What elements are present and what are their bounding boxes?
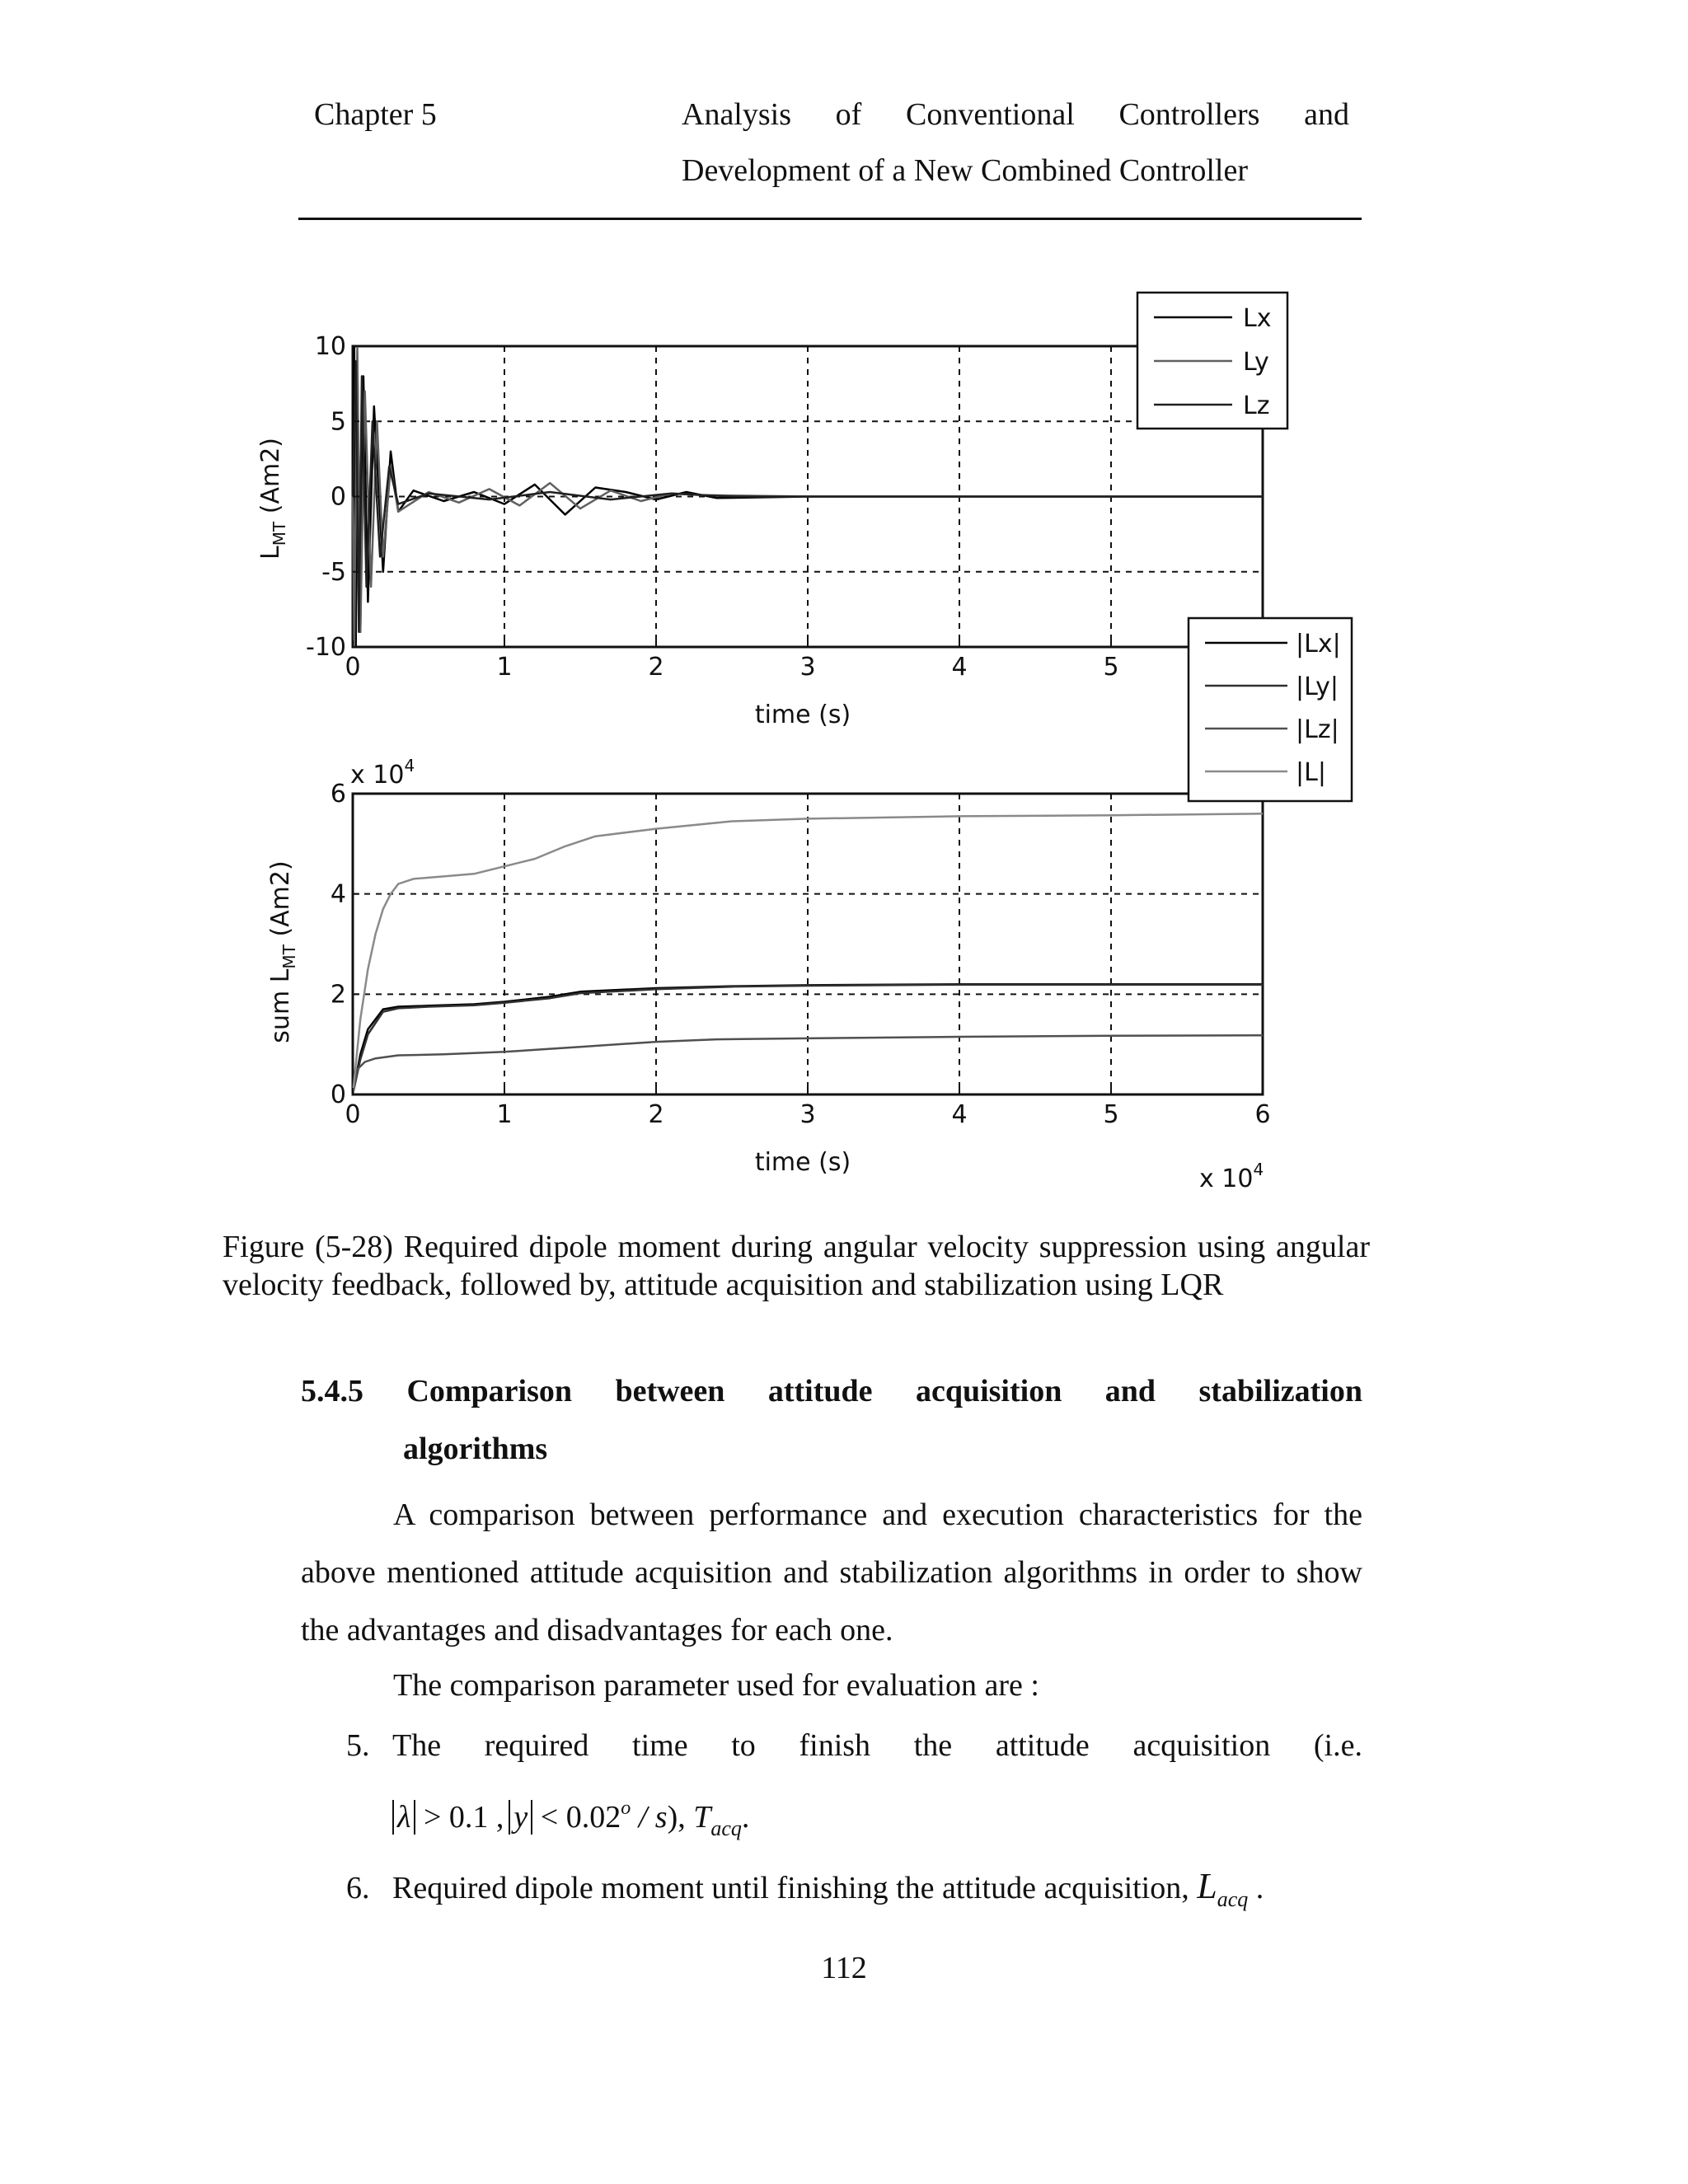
tick-label-x: 5 (1103, 1100, 1119, 1129)
tick-label-x: 3 (799, 1100, 816, 1129)
paragraph: A comparison between performance and execution characteristics for the above mentioned attitude acquisition and stabilization algorithms in order to show the advantages and disadvantages for each one. (301, 1497, 1362, 1647)
section-word: acquisition (915, 1374, 1062, 1408)
tick-label-y: 2 (330, 980, 346, 1010)
list-word: finish (799, 1728, 871, 1763)
header-word: Conventional (906, 97, 1075, 132)
list-text: Required dipole moment until finishing the attitude acquisition, (392, 1871, 1198, 1905)
chart-bottom-xlabel: time (s) (754, 1148, 851, 1177)
header-word: Analysis (682, 97, 791, 132)
list-word: (i.e. (1313, 1728, 1362, 1763)
header-title-line1 (682, 99, 1349, 130)
legend-label: |L| (1296, 758, 1326, 787)
section-title-line2: algorithms (403, 1432, 548, 1466)
chart-bottom-x-multiplier: x $10^4$ (1199, 1160, 1264, 1193)
chart-bottom-legend (1189, 618, 1352, 801)
tick-label-x: 5 (1103, 653, 1119, 682)
header-word: Controllers (1118, 97, 1260, 132)
paragraph: The comparison parameter used for evaluation are : (393, 1668, 1039, 1703)
list-number: 5. (346, 1728, 370, 1763)
legend-label: |Ly| (1296, 673, 1339, 701)
symbol-y: y (513, 1800, 528, 1835)
figure-plots (223, 284, 1376, 1199)
list-number: 6. (346, 1871, 370, 1905)
tick-label-y: -10 (306, 633, 346, 662)
page-number: 112 (821, 1951, 867, 1985)
tick-label-y: 0 (330, 482, 346, 512)
figure-caption: Figure (5-28) Required dipole moment during angular velocity suppression using angular velocity feedback, followed by, attitude acquisition and stabilization using LQR (223, 1230, 1370, 1302)
list-word: required (484, 1728, 589, 1763)
section-word: Comparison (406, 1374, 573, 1408)
chart-top-xlabel: time (s) (754, 701, 851, 729)
list-word: time (632, 1728, 688, 1763)
header-word: and (1304, 97, 1349, 132)
tick-label-y: 10 (314, 332, 346, 361)
tick-label-y: 6 (330, 780, 346, 808)
list-item-line1 (346, 1727, 1362, 1765)
tick-label-x: 0 (345, 653, 361, 682)
degree-superscript: o (621, 1797, 631, 1819)
tick-label-x: 3 (799, 653, 816, 682)
symbol-lambda: λ (397, 1800, 411, 1835)
tick-label-x: 6 (1254, 1100, 1271, 1129)
tick-label-y: 0 (330, 1080, 346, 1109)
legend-label: |Lx| (1296, 630, 1341, 658)
chart-top (256, 293, 1287, 729)
header-word: of (835, 97, 862, 132)
condition-text: / s (631, 1800, 668, 1835)
section-word: between (615, 1374, 725, 1408)
section-heading (301, 1372, 1362, 1468)
tick-label-x: 1 (496, 653, 513, 682)
section-word: and (1104, 1374, 1156, 1408)
subscript-acq: acq (1217, 1887, 1249, 1911)
abs-lambda (392, 1800, 415, 1835)
legend-label: |Lz| (1296, 715, 1339, 744)
abs-y (509, 1800, 532, 1835)
header-title-line2: Development of a New Combined Controller (682, 153, 1249, 188)
list-word: The (392, 1728, 442, 1763)
list-item-lead (346, 1727, 441, 1765)
tick-label-y: 4 (330, 879, 346, 909)
chart-top-ylabel: $L_{MT}$ (Am2) (256, 438, 289, 560)
tick-label-x: 4 (951, 653, 968, 682)
list-item (346, 1727, 1362, 1848)
legend-label: Lx (1243, 304, 1272, 333)
condition-text: < 0.02 (532, 1800, 621, 1835)
period: . (1248, 1871, 1264, 1905)
chart-bottom-y-multiplier: x $10^4$ (350, 756, 415, 790)
section-word: stabilization (1198, 1374, 1362, 1408)
header-rule (298, 218, 1362, 220)
condition-text: ), (667, 1800, 694, 1835)
tick-label-x: 2 (648, 653, 664, 682)
section-number: 5.4.5 (301, 1374, 363, 1408)
chart-top-legend (1137, 293, 1287, 429)
legend-label: Lz (1243, 391, 1270, 420)
tick-label-y: 5 (330, 407, 346, 437)
list-item-line2 (346, 1789, 1362, 1848)
section-word: attitude (767, 1374, 873, 1408)
tick-label-x: 1 (496, 1100, 513, 1129)
legend-label: Ly (1243, 348, 1269, 377)
condition-text: > 0.1 , (415, 1800, 504, 1835)
list-word: acquisition (1132, 1728, 1271, 1763)
chart-bottom-ylabel: sum $L_{MT}$ (Am2) (266, 860, 299, 1043)
list-word: attitude (995, 1728, 1090, 1763)
subscript-acq: acq (710, 1816, 742, 1840)
period: . (741, 1800, 750, 1835)
list-word: to (731, 1728, 756, 1763)
tick-label-y: -5 (321, 557, 346, 587)
tick-label-x: 2 (648, 1100, 664, 1129)
chapter-label: Chapter 5 (314, 97, 437, 132)
tick-label-x: 4 (951, 1100, 968, 1129)
symbol-t: T (693, 1800, 711, 1835)
symbol-l: L (1197, 1866, 1217, 1906)
list-item (346, 1868, 1362, 1919)
list-word: the (913, 1728, 953, 1763)
tick-label-x: 0 (345, 1100, 361, 1129)
